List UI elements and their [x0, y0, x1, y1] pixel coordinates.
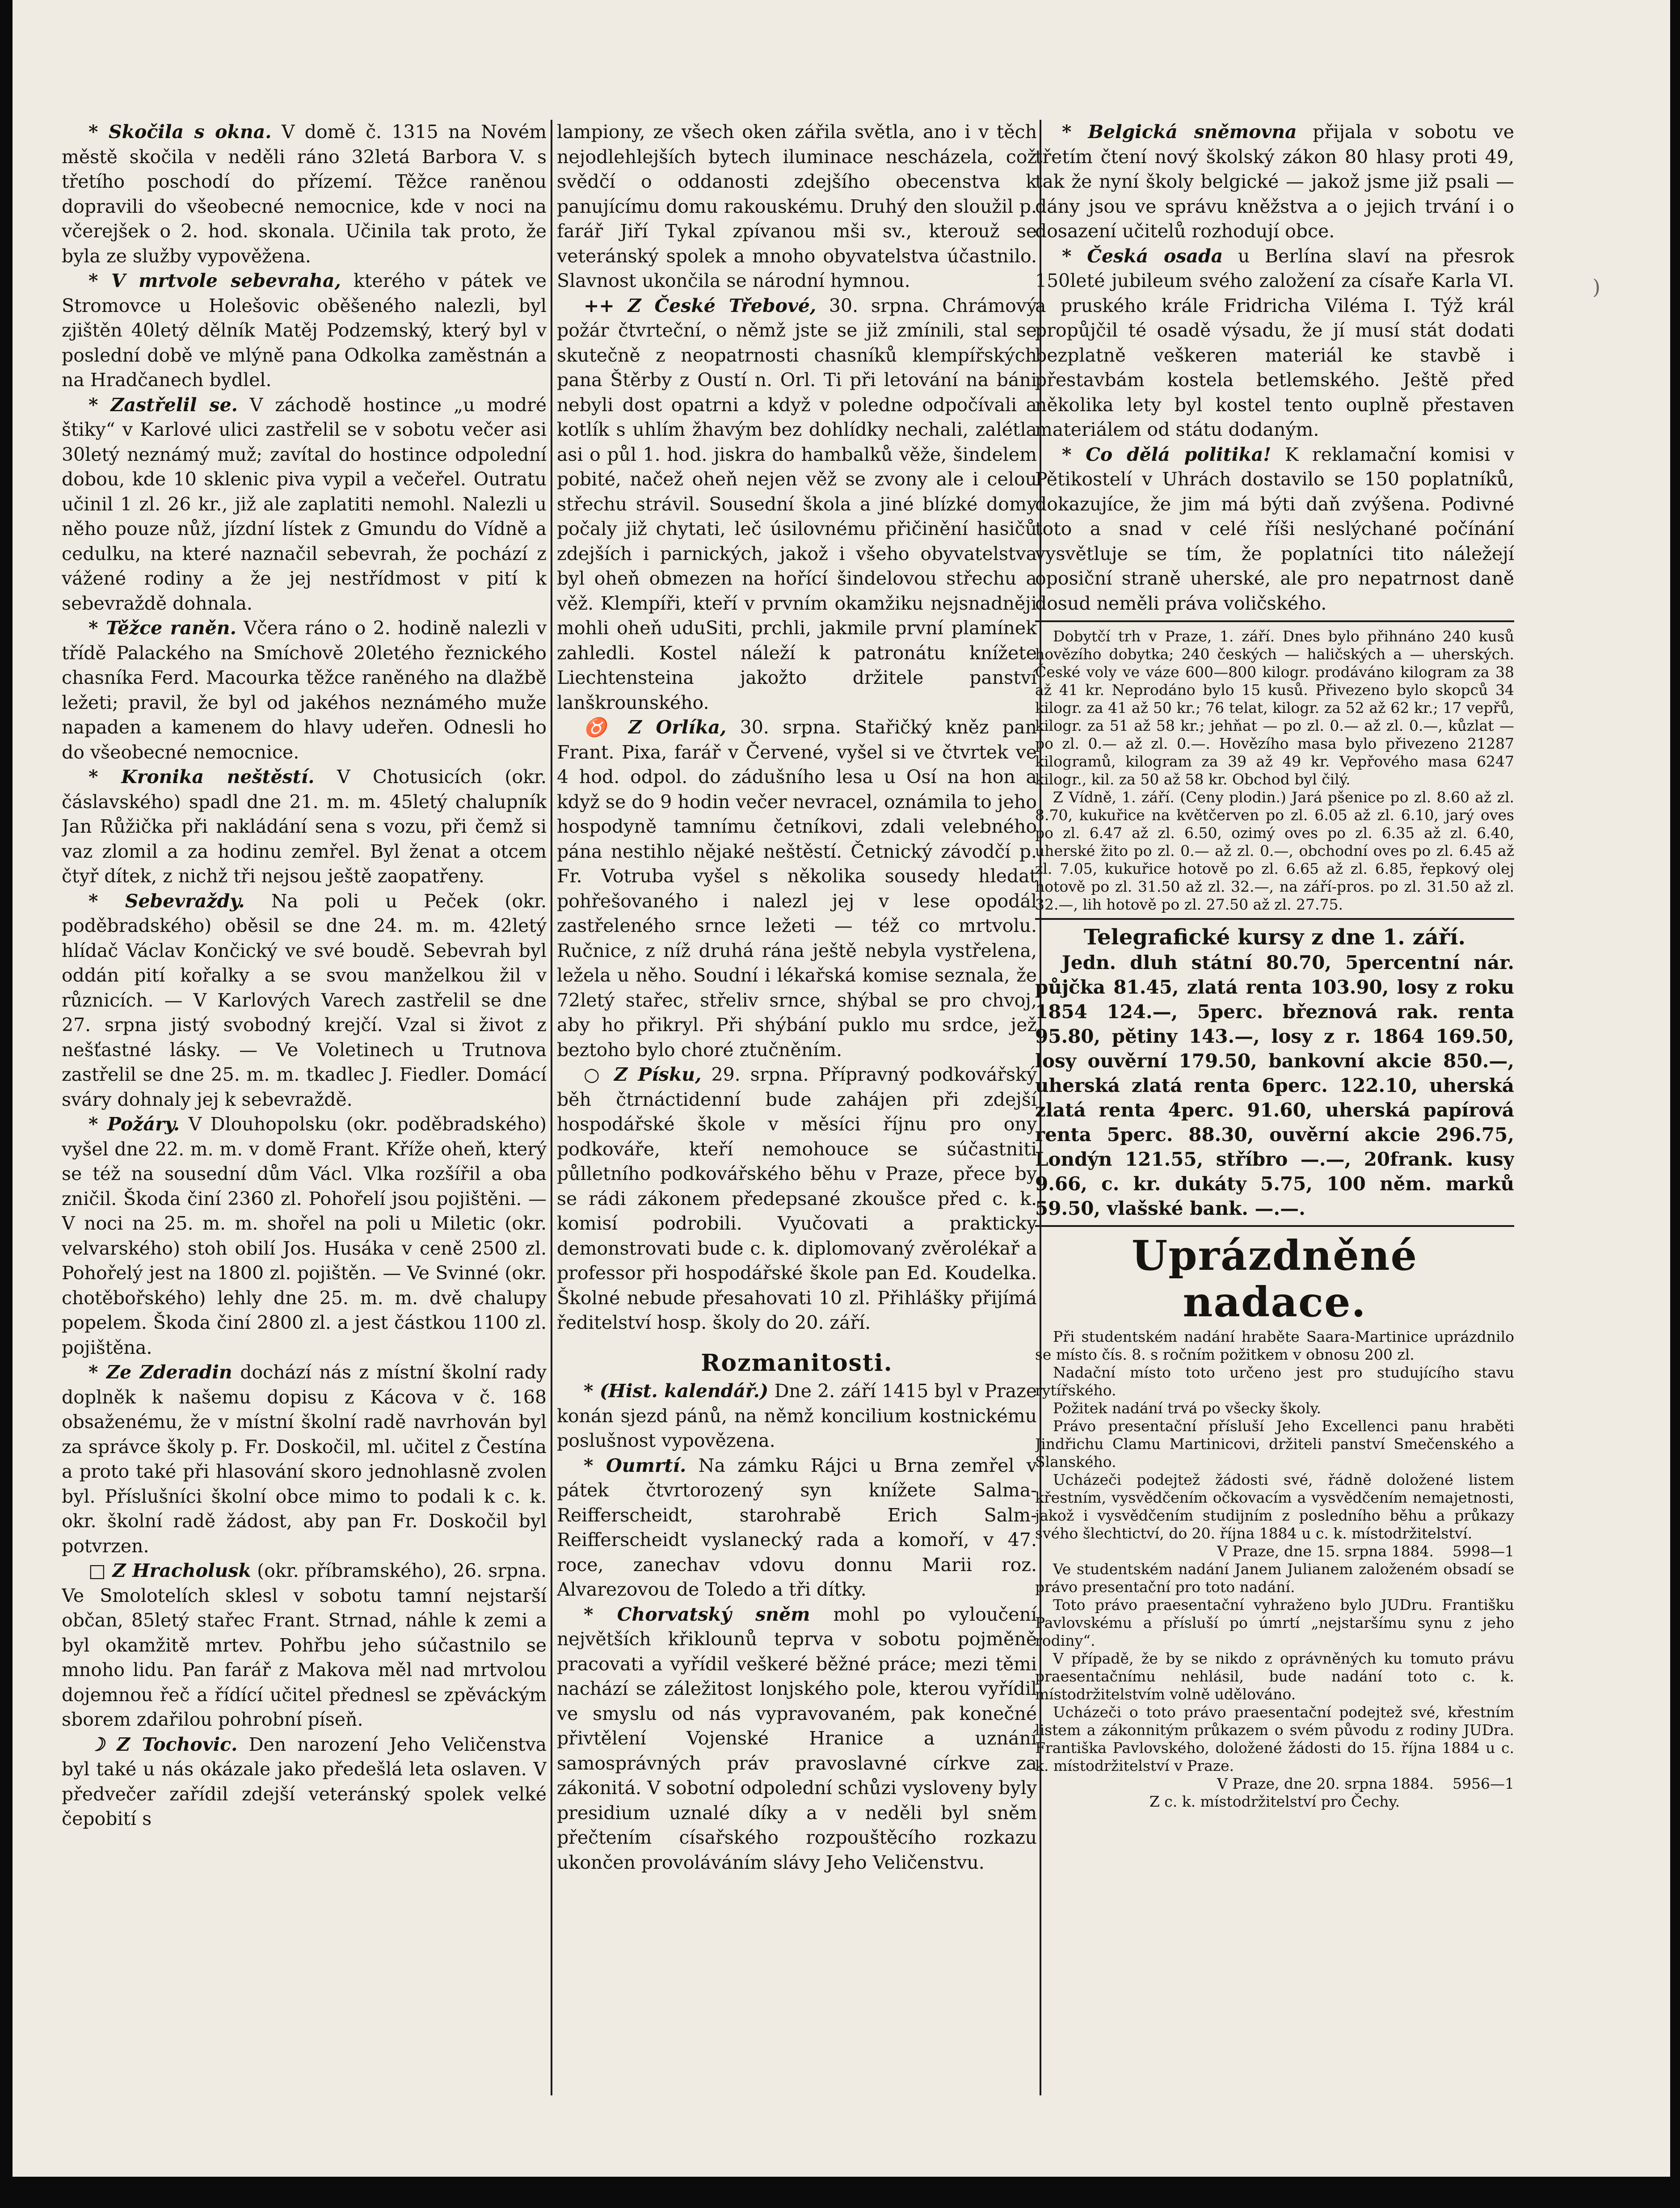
- news-item-text: kterého v pátek ve Stromovce u Holešovic oběšeného nalezli, byl zjištěn 40letý dělník Matěj Podzemský, který byl v poslední době ve mlýně pana Odkolka zaměstnán a na Hradčanech bydlel.: [62, 270, 547, 391]
- news-item-lead: ☽ Z Tochovic.: [88, 1733, 238, 1755]
- news-item: [1035, 442, 1514, 616]
- nadace-2-sign: V Praze, dne 20. srpna 1884.: [1217, 1774, 1434, 1792]
- news-item-text: Dne 2. září 1415 byl v Praze konán sjezd pánů, na němž koncilium kostnickému poslušnost vypovězena.: [557, 1380, 1037, 1451]
- news-item-lead: * Oumrtí.: [584, 1454, 686, 1476]
- notice-paragraph: Právo presentační přísluší Jeho Excellenci panu hraběti Jindřichu Clamu Martinicovi, držiteli panství Smečenského a Slanského.: [1035, 1417, 1514, 1471]
- news-item-text: V Chotusicích (okr. čáslavského) spadl dne 21. m. m. 45letý chalupník Jan Růžička při nakládání sena s vozu, při čemž si vaz zlomil a za hodinu zemřel. Byl ženat a otcem čtyř dítek, z nichž tři nejsou ještě zaopatřeny.: [62, 766, 547, 887]
- news-item: [1035, 244, 1514, 442]
- nadace-notice-2: [1035, 1560, 1514, 1775]
- notice-paragraph: Požitek nadání trvá po všecky školy.: [1053, 1399, 1322, 1417]
- news-item-lead: * (Hist. kalendář.): [584, 1380, 769, 1402]
- nadace-notice-1-footer: [1035, 1542, 1514, 1560]
- notice-paragraph: Nadační místo toto určeno jest pro studujícího stavu rytířského.: [1035, 1363, 1514, 1399]
- margin-mark: ): [1592, 275, 1600, 299]
- news-item: [1035, 120, 1514, 244]
- scan-bottom-edge: [0, 2177, 1680, 2208]
- news-item-lead: * Požáry.: [88, 1113, 180, 1135]
- news-item-text: 29. srpna. Přípravný podkovářský běh čtrnáctidenní bude zahájen při zdejší hospodářské škole v měsíci říjnu pro ony podkováře, kteří nemohouce se súčastniti půlletního podkovářského běhu v Praze, přece by se rádi zákonem předepsané zkoušce před c. k. komisí podrobili. Vyučovati a prakticky demonstrovati bude c. k. diplomovaný zvěrolékař a professor při hospodářské škole pan Ed. Koudelka. Školné nebude přesahovati 10 zl. Přihlášky přijímá ředitelství hosp. školy do 20. září.: [557, 1064, 1037, 1333]
- nadace-heading: Uprázdněné nadace.: [1131, 1231, 1418, 1326]
- telegraph-rates-text: Jedn. dluh státní 80.70, 5percentní nár. půjčka 81.45, zlatá renta 103.90, losy z roku 1854 124.—, 5perc. březnová rak. renta 95.80, pětiny 143.—, losy z r. 1864 169.50, losy ouvěrní 179.50, bankovní akcie 850.—, uherská zlatá renta 6perc. 122.10, uherská zlatá renta 4perc. 91.60, uherská papírová renta 5perc. 88.30, ouvěrní akcie 296.75, Londýn 121.55, stříbro —.—, 20frank. kusy 9.66, c. kr. dukáty 5.75, 100 něm. marků 59.50, vlašské bank. —.—.: [1035, 951, 1514, 1219]
- news-item: [557, 1379, 1037, 1454]
- cattle-market-text: Dobytčí trh v Praze, 1. září. Dnes bylo přihnáno 240 kusů hovězího dobytka; 240 českých — haličských a — uherských. České voly ve váze 600—800 kilogr. prodáváno kilogram za 38 až 41 kr. Neprodáno bylo 15 kusů. Přivezeno bylo skopců 34 kilogr. za 41 až 50 kr.; 76 telat, kilogr. za 52 až 62 kr.; 17 vepřů, kilogr. za 51 až 58 kr.; jehňat — po zl. 0.— až zl. 0.—, kůzlat — po zl. 0.— až zl. 0.—. Hovězího masa bylo přivezeno 21287 kilogramů, kilogram za 39 až 49 kr. Vepřového masa 6247 kilogr., kil. za 50 až 58 kr. Obchod byl čilý.: [1035, 628, 1514, 788]
- news-item-lead: * Belgická sněmovna: [1062, 121, 1297, 143]
- col3-news: [1035, 120, 1514, 616]
- news-item: [557, 715, 1037, 1062]
- news-item: [62, 1360, 547, 1559]
- news-item: [62, 269, 547, 393]
- news-item-text: 30. srpna. Chrámový požár čtvrteční, o němž jste se již zmínili, stal se skutečně z neopatrnosti chasníků klempířských pana Štěrby z Oustí n. Orl. Ti při letování na báni nebyli dost opatrni a když v poledne odpočívali a kotlík s uhlím žhavým bez dohlídky nechali, zalétla asi o půl 1. hod. jiskra do hambalků věže, šindelem pobité, načež oheň nejen věž se zvony ale i celou střechu strávil. Sousední škola a jiné blízké domy počaly již chytati, leč úsilovnému přičinění hasičů zdejších i parnických, jakož i všeho obyvatelstva byl oheň obmezen na hořící šindelovou střechu a věž. Klempíři, kteří v prvním okamžiku nejsnadněji mohli oheň uduSiti, prchli, jakmile první plamínek zahledli. Kostel náleží k patronátu knížete Liechtensteina jakožto držitele panství lanškrounského.: [557, 295, 1037, 713]
- news-item-text: V domě č. 1315 na Novém městě skočila v neděli ráno 32letá Barbora V. s třetího poschodí do přízemí. Těžce raněnou dopravili do všeobecné nemocnice, kde v noci na včerejšek o 2. hod. skonala. Učinila tak proto, že byla ze služby vypověžena.: [62, 121, 547, 267]
- vienna-prices-text: Z Vídně, 1. září. (Ceny plodin.) Jará pšenice po zl. 8.60 až zl. 8.70, kukuřice na květčerven po zl. 6.05 až zl. 6.10, jarý oves po zl. 6.47 až zl. 6.50, ozimý oves po zl. 6.35 až zl. 6.40, uherské žito po zl. 0.— až zl. 0.—, obchodní oves po zl. 6.45 až zl. 7.05, kukuřice hotově po zl. 6.65 až zl. 6.85, řepkový olej hotově po zl. 31.50 až zl. 32.—, na září-pros. po zl. 31.50 až zl. 32.—, lih hotově po zl. 27.50 až zl. 27.75.: [1035, 788, 1514, 913]
- market-report: [1035, 628, 1514, 914]
- news-item: [557, 1602, 1037, 1875]
- col2-news: [557, 120, 1037, 1336]
- nadace-1-sign: V Praze, dne 15. srpna 1884.: [1217, 1542, 1434, 1560]
- nadace-2-number: 5956—1: [1453, 1774, 1514, 1792]
- news-item-lead: □ Z Hracholusk: [88, 1560, 251, 1581]
- telegraph-heading: Telegrafické kursy z dne 1. září.: [1083, 925, 1466, 950]
- news-item: [62, 889, 547, 1112]
- section-heading-rozmanitosti: Rozmanitosti.: [701, 1349, 893, 1377]
- news-item-lead: * Sebevraždy.: [88, 890, 245, 912]
- notice-paragraph: V případě, že by se nikdo z oprávněných ku tomuto právu praesentačnímu nehlásil, bude nadání toto c. k. místodržitelstvím volně udělováno.: [1035, 1649, 1514, 1703]
- news-item-lead: * Těžce raněn.: [88, 617, 236, 639]
- news-item-text: Na poli u Peček (okr. poděbradského) oběsil se dne 24. m. m. 42letý hlídač Václav Končický ve své boudě. Sebevrah byl oddán pití kořalky a se svou manželkou žil v různicích. — V Karlových Varech zastřelil se dne 27. srpna jistý svobodný krejčí. Vzal si život z nešťastné lásky. — Ve Voletinech u Trutnova zastřelil se dne 25. m. m. tkadlec J. Fiedler. Domácí sváry dohnaly jej k sebevraždě.: [62, 890, 547, 1110]
- news-item-text: K reklamační komisi v Pětikostelí v Uhrách dostavilo se 150 poplatníků, dokazujíce, že jim má býti daň zvýšena. Podivné toto a snad v celé říši neslýchané počínání vysvětluje se tím, že poplatníci tito náležejí oposiční straně uherské, ale pro nepatrnost daně dosud neměli práva voličského.: [1035, 443, 1514, 614]
- news-item-lead: ++ Z České Třebové,: [584, 295, 817, 316]
- news-item-lead: * Chorvatský sněm: [584, 1603, 810, 1625]
- divider: [1035, 1225, 1514, 1227]
- scan-right-edge: [1670, 0, 1680, 2208]
- news-item-text: Na zámku Rájci u Brna zemřel v pátek čtvrtorozený syn knížete Salma-Reifferscheidt, starohrabě Erich Salm-Reifferscheidt vyslanecký rada a komoří, v 47. roce, zanechav vdovu donnu Marii roz. Alvarezovou de Toledo a tři dítky.: [557, 1454, 1037, 1600]
- divider: [1035, 918, 1514, 920]
- divider: [1035, 620, 1514, 622]
- news-item-lead: * Ze Zderadin: [88, 1361, 232, 1383]
- news-item-text: (okr. příbramského), 26. srpna. Ve Smolotelích sklesl v sobotu tamní nejstarší občan, 85letý stařec Frant. Strnad, náhle k zemi a byl okamžitě mrtev. Pohřbu jeho súčastnilo se mnoho lidu. Pan farář z Makova měl nad mrtvolou dojemnou řeč a řídící učitel přednesl se zpěváckým sborem zdařilou pohrobní píseň.: [62, 1560, 547, 1730]
- notice-paragraph: Ve studentském nadání Janem Julianem založeném obsadí se právo presentační pro toto nadání.: [1035, 1560, 1514, 1596]
- news-item-lead: * Zastřelil se.: [88, 394, 238, 416]
- nadace-2-office: Z c. k. místodržitelství pro Čechy.: [1149, 1792, 1400, 1810]
- notice-paragraph: Při studentském nadání hraběte Saara-Martinice uprázdnilo se místo čís. 8. s ročním požitkem v obnosu 200 zl.: [1035, 1327, 1514, 1363]
- news-item: [62, 765, 547, 889]
- news-item-lead: ♉ Z Orlíka,: [584, 716, 727, 738]
- column-right: [1035, 120, 1514, 2149]
- notice-paragraph: Toto právo praesentační vyhraženo bylo JUDru. Františku Pavlovskému a přísluší po úmrtí „nejstaršímu synu z jeho rodiny“.: [1035, 1596, 1514, 1649]
- news-item-lead: * Co dělá politika!: [1062, 443, 1272, 465]
- news-item: [62, 393, 547, 616]
- news-item-lead: * Kronika neštěstí.: [88, 766, 315, 788]
- column-rule: [551, 120, 552, 2095]
- news-item-text: V záchodě hostince „u modré štiky“ v Karlové ulici zastřelil se v sobotu večer asi 30letý neznámý muž; zavítal do hostince odpolední dobou, kde 10 sklenic piva vypil a večeřel. Outratu učinil 1 zl. 26 kr., již ale zaplatiti nemohl. Nalezli u něho pouze nůž, jízdní lístek z Gmundu do Vídně a cedulku, na které naznačil sebevrah, že pochází z vážené rodiny a že jej nestřídmost v pití k sebevraždě dohnala.: [62, 394, 547, 614]
- news-item: [62, 120, 547, 269]
- news-item: [62, 1732, 547, 1832]
- news-item-text: V Dlouhopolsku (okr. poděbradského) vyšel dne 22. m. m. v domě Frant. Kříže oheň, který se též na sousední dům Václ. Vlka rozšířil a oba zničil. Škoda činí 2360 zl. Pohořelí jsou pojištěni. — V noci na 25. m. m. shořel na poli u Miletic (okr. velvarského) stoh obilí Jos. Husáka v ceně 2500 zl. Pohořelý jest na 1800 zl. pojištěn. — Ve Svinné (okr. chotěbořského) lehly dne 25. m. m. dvě chalupy popelem. Škoda činí 2800 zl. a jest částkou 1100 zl. pojištěna.: [62, 1113, 547, 1358]
- news-item-text: lampiony, ze všech oken zářila světla, ano i v těch nejodlehlejších bytech iluminace nescházela, což svědčí o oddanosti zdejšího obecenstva k panujícímu domu rakouskému. Druhý den sloužil p. farář Jiří Tykal zpívanou mši sv., kterouž se veteránský spolek a mnoho obyvatelstva účastnilo. Slavnost ukončila se národní hymnou.: [557, 121, 1037, 291]
- nadace-notice-1: [1035, 1328, 1514, 1542]
- news-item-text: dochází nás z místní školní rady doplněk k našemu dopisu z Kácova v č. 168 obsaženému, že v místní školní radě navrhován byl za správce školy p. Fr. Doskočil, ml. učitel z Čestína a proto také při hlasování skoro jednohlasně zvolen byl. Příslušníci školní obce mimo to podali k c. k. okr. školní radě žádost, aby pan Fr. Doskočil byl potvrzen.: [62, 1361, 547, 1557]
- news-item: [62, 616, 547, 765]
- news-item-lead: * Česká osada: [1062, 245, 1223, 267]
- news-item: [62, 1559, 547, 1732]
- news-item-text: mohl po vyloučení největších křiklounů teprva v sobotu pojměně pracovati a vyřídil veškeré běžné práce; mezi těmi nachází se záležitost lonjského pole, kterou vyřídil ve smyslu od nás vypravovaném, pak konečné přivtělení Vojenské Hranice a uznání samosprávných práv pravoslavné církve za zákonitá. V sobotní odpolední schůzi vysloveny byly presidium uznalé díky a v neděli byl sněm přečtením císařského rozpouštěcího rozkazu ukončen provoláváním slávy Jeho Veličenstvu.: [557, 1603, 1037, 1873]
- nadace-notice-2-footer: [1035, 1775, 1514, 1811]
- news-item-text: 30. srpna. Stařičký kněz pan Frant. Pixa, farář v Červené, vyšel si ve čtvrtek ve 4 hod. odpol. do zádušního lesa u Osí na hon a když se do 9 hodin večer nevracel, oznámila to jeho hospodyně tamnímu četníkovi, zdali velebného pána nestihlo nějaké neštěstí. Četnický závodčí p. Fr. Votruba vyšel s několika sousedy hledat pohřešovaného i nalezl jej v lese opodál zastřeleného srnce ležeti — též co mrtvolu. Ručnice, z níž druhá rána ještě nebyla vystřelena, ležela u něho. Soudní i lékařská komise seznala, že 72letý stařec, střeliv srnce, shýbal se pro chvoj, aby ho přikryl. Při shýbání puklo mu srdce, jež beztoho bylo choré ztučněním.: [557, 716, 1037, 1061]
- news-item: [557, 1062, 1037, 1336]
- nadace-1-number: 5998—1: [1453, 1542, 1514, 1560]
- column-middle: [557, 120, 1037, 2149]
- news-item: [557, 1454, 1037, 1602]
- column-left: [62, 120, 547, 2149]
- news-item: [557, 294, 1037, 716]
- news-item-lead: * V mrtvole sebevraha,: [88, 270, 341, 291]
- news-item-text: Den narození Jeho Veličenstva byl také u nás okázale jako předešlá leta oslaven. V předvečer zařídil zdejší veteránský spolek velké čepobití s: [62, 1733, 547, 1829]
- news-item-text: přijala v sobotu ve třetím čtení nový školský zákon 80 hlasy proti 49, tak že nyní školy belgické — jakož jsme již psali — dány jsou ve správu kněžstva a o jejich trvání i o dosazení učitelů rozhodují obce.: [1035, 121, 1514, 242]
- news-item-text: u Berlína slaví na přesrok 150leté jubileum svého založení za císaře Karla VI. a pruského krále Fridricha Viléma I. Týž král propůjčil té osadě výsadu, že jí musí stát dodati bezplatně veškeren materiál ke stavbě i přestavbám kostela betlemského. Ještě před několika lety byl kostel tento ouplně přestaven materiálem od státu dodaným.: [1035, 245, 1514, 440]
- news-item-text: Včera ráno o 2. hodině nalezli v třídě Palackého na Smíchově 20letého řeznického chasníka Ferd. Macourka těžce raněného na dlažbě ležeti; pravil, že byl od jakéhos neznámého muže napaden a kamenem do hlavy udeřen. Odnesli ho do všeobecné nemocnice.: [62, 617, 547, 763]
- news-item-lead: ○ Z Písku,: [584, 1064, 702, 1085]
- notice-paragraph: Ucházeči podejtež žádosti své, řádně doložené listem křestním, vysvědčením očkovacím a vysvědčením nemajetnosti, jakož i vysvědčením studijním z posledního běhu a průkazy svého šlechtictví, do 20. října 1884 u c. k. místodržitelství.: [1035, 1471, 1514, 1542]
- news-item: [62, 1112, 547, 1360]
- scan-left-edge: [0, 0, 13, 2208]
- news-item-lead: * Skočila s okna.: [88, 121, 272, 143]
- news-item: [557, 120, 1037, 294]
- notice-paragraph: Ucházeči o toto právo praesentační podejtež své, křestním listem a zákonnitým průkazem o svém původu z rodiny JUDra. Františka Pavlovského, doložené žádosti do 15. října 1884 u c. k. místodržitelství v Praze.: [1035, 1703, 1514, 1774]
- col2-rozmanitosti: [557, 1379, 1037, 1875]
